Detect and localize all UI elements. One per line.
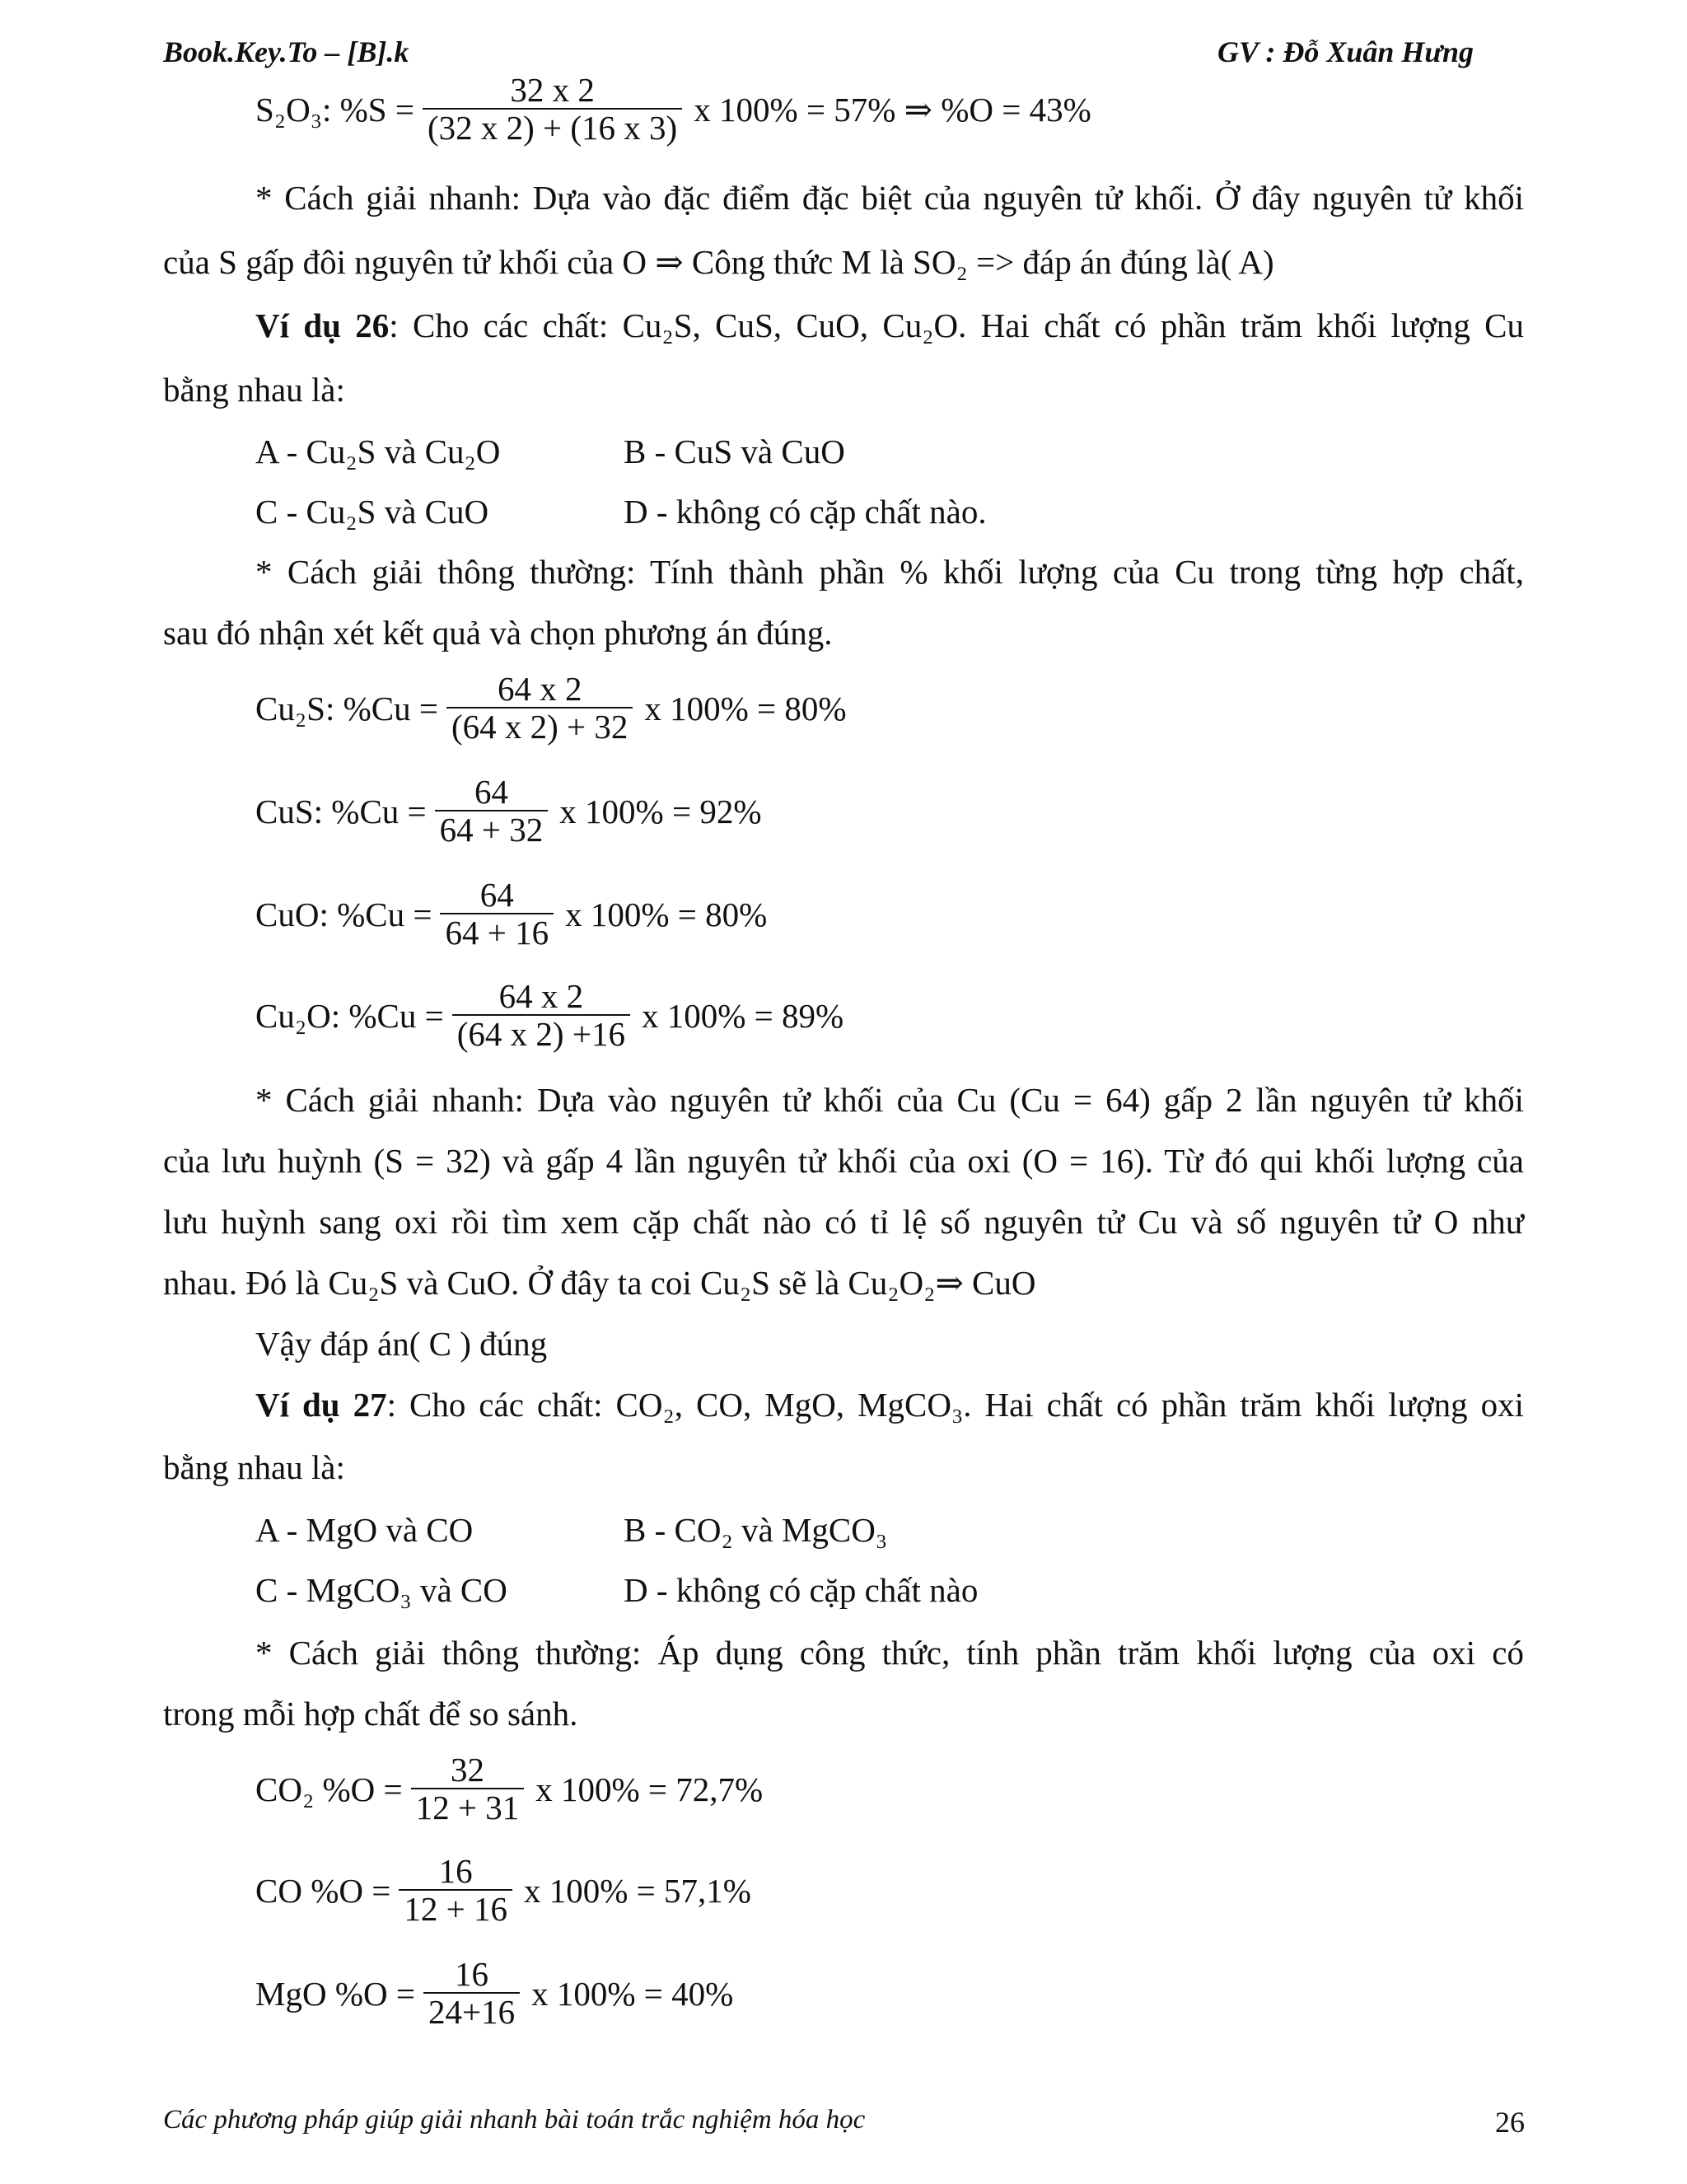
fraction <box>452 979 630 1053</box>
equation-label: S₂O₃: %S = <box>255 91 414 129</box>
fraction <box>446 671 633 746</box>
fraction <box>435 774 549 849</box>
equation-result: x 100% = 92% <box>559 793 762 831</box>
fast-solution-26-line-1: * Cách giải nhanh: Dựa vào nguyên tử khối của Cu (Cu = 64) gấp 2 lần nguyên tử khối <box>255 1081 1524 1119</box>
equation-result: x 100% = 80% <box>644 690 847 728</box>
header-source: Book.Key.To – [B].k <box>163 35 409 68</box>
numerator: 64 x 2 <box>497 670 582 708</box>
denominator: 24+16 <box>423 1992 520 2031</box>
example-26-prompt-line-2: bằng nhau là: <box>163 371 345 409</box>
equation-result: x 100% = 57,1% <box>523 1872 751 1910</box>
equation-cuo <box>255 877 767 952</box>
example-26-option-b: B - CuS và CuO <box>624 433 845 470</box>
equation-mgo <box>255 1957 733 2031</box>
fast-solution-26-line-2: của lưu huỳnh (S = 32) và gấp 4 lần nguyên tử khối của oxi (O = 16). Từ đó qui khối lượng của <box>163 1142 1524 1180</box>
example-26-option-a: A - Cu₂S và Cu₂O <box>255 433 501 470</box>
fraction <box>399 1854 512 1928</box>
numerator: 16 <box>455 1955 489 1993</box>
example-26-title: Ví dụ 26 <box>255 306 390 344</box>
fast-solution-26-line-3: lưu huỳnh sang oxi rồi tìm xem cặp chất nào có tỉ lệ số nguyên tử Cu và số nguyên tử O như <box>163 1203 1524 1241</box>
example-27-prompt-line-2: bằng nhau là: <box>163 1448 345 1486</box>
fast-solution-line-1: * Cách giải nhanh: Dựa vào đặc điểm đặc biệt của nguyên tử khối. Ở đây nguyên tử khối <box>255 179 1524 217</box>
denominator: 64 + 16 <box>440 913 554 952</box>
fraction <box>440 877 554 952</box>
numerator: 32 x 2 <box>510 71 595 109</box>
numerator: 64 x 2 <box>498 977 584 1015</box>
normal-solution-line-2: sau đó nhận xét kết quả và chọn phương án đúng. <box>163 614 833 652</box>
equation-label: CuO: %Cu = <box>255 896 432 934</box>
equation-result: x 100% = 80% <box>565 896 768 934</box>
example-27-option-d: D - không có cặp chất nào <box>624 1571 979 1609</box>
equation-co2 <box>255 1752 763 1826</box>
equation-s2o3 <box>255 72 1091 147</box>
denominator: (32 x 2) + (16 x 3) <box>423 108 682 147</box>
page-number: 26 <box>1495 2106 1525 2139</box>
example-26-answer: Vậy đáp án( C ) đúng <box>255 1325 548 1363</box>
example-26-prompt <box>255 306 1524 346</box>
denominator: 12 + 31 <box>411 1788 525 1826</box>
example-26-text: : Cho các chất: Cu₂S, CuS, CuO, Cu₂O. Hai chất có phần trăm khối lượng Cu <box>389 306 1524 344</box>
denominator: 12 + 16 <box>399 1889 512 1928</box>
numerator: 16 <box>438 1852 473 1890</box>
equation-result: x 100% = 72,7% <box>535 1770 764 1809</box>
equation-cus <box>255 774 761 849</box>
equation-result: x 100% = 40% <box>531 1975 734 2013</box>
normal-solution-line-1: * Cách giải thông thường: Tính thành phần % khối lượng của Cu trong từng hợp chất, <box>255 553 1524 591</box>
equation-result: x 100% = 89% <box>641 997 844 1036</box>
denominator: 64 + 32 <box>435 810 549 849</box>
equation-cu2s <box>255 671 847 746</box>
example-27-option-b: B - CO₂ và MgCO₃ <box>624 1511 888 1549</box>
example-27-text: : Cho các chất: CO₂, CO, MgO, MgCO₃. Hai chất có phần trăm khối lượng oxi <box>386 1386 1525 1424</box>
fraction <box>423 72 682 147</box>
normal-solution-27-line-1: * Cách giải thông thường: Áp dụng công thức, tính phần trăm khối lượng của oxi có <box>255 1634 1524 1672</box>
example-27-option-a: A - MgO và CO <box>255 1511 474 1549</box>
example-27-prompt <box>255 1385 1524 1425</box>
equation-label: CuS: %Cu = <box>255 793 427 831</box>
equation-result: x 100% = 57% ⇒ %O = 43% <box>694 91 1091 129</box>
example-27-option-c: C - MgCO₃ và CO <box>255 1571 507 1609</box>
equation-label: MgO %O = <box>255 1975 415 2013</box>
equation-co <box>255 1854 751 1928</box>
equation-label: Cu₂S: %Cu = <box>255 690 438 728</box>
fast-solution-26-line-4: nhau. Đó là Cu₂S và CuO. Ở đây ta coi Cu₂S sẽ là Cu₂O₂⇒ CuO <box>163 1264 1036 1302</box>
numerator: 64 <box>479 876 514 914</box>
normal-solution-27-line-2: trong mỗi hợp chất để so sánh. <box>163 1695 578 1733</box>
numerator: 64 <box>474 773 508 811</box>
fast-solution-line-2: của S gấp đôi nguyên tử khối của O ⇒ Công thức M là SO₂ => đáp án đúng là( A) <box>163 243 1274 281</box>
example-26-option-d: D - không có cặp chất nào. <box>624 493 987 531</box>
denominator: (64 x 2) +16 <box>452 1014 630 1053</box>
equation-label: CO₂ %O = <box>255 1770 403 1809</box>
denominator: (64 x 2) + 32 <box>446 707 633 746</box>
equation-label: CO %O = <box>255 1872 391 1910</box>
numerator: 32 <box>450 1751 484 1789</box>
example-27-title: Ví dụ 27 <box>255 1386 387 1424</box>
header-author: GV : Đỗ Xuân Hưng <box>1217 35 1474 68</box>
fraction <box>423 1957 520 2031</box>
example-26-option-c: C - Cu₂S và CuO <box>255 493 489 531</box>
equation-label: Cu₂O: %Cu = <box>255 997 444 1036</box>
fraction <box>411 1752 525 1826</box>
equation-cu2o <box>255 979 844 1053</box>
footer-book-title: Các phương pháp giúp giải nhanh bài toán trắc nghiệm hóa học <box>163 2105 866 2135</box>
